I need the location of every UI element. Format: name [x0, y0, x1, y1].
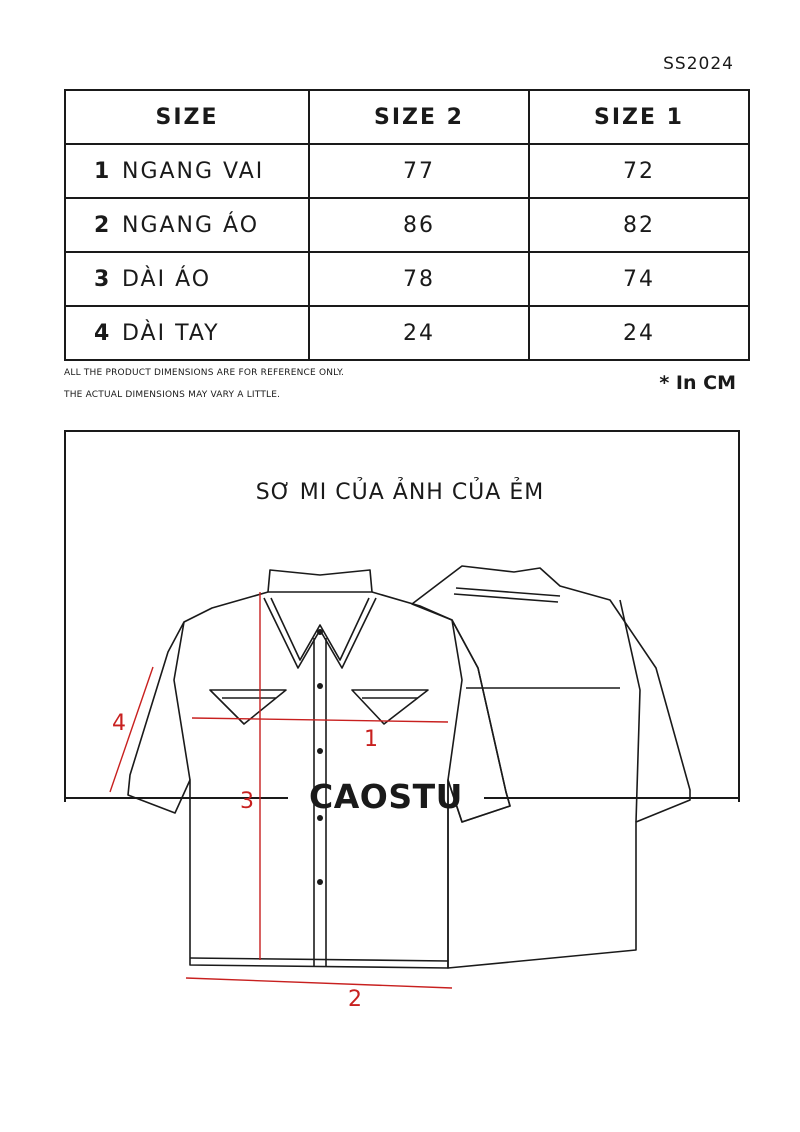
season-code: SS2024 — [663, 54, 734, 74]
measure-label-3: 3 — [240, 789, 254, 814]
chest-width-line — [186, 978, 452, 988]
measure-label-2: 2 — [348, 987, 362, 1012]
cell-size-2: 77 — [309, 144, 529, 198]
row-number: 4 — [94, 320, 112, 346]
front-buttons — [317, 629, 323, 885]
row-label-text: NGANG ÁO — [122, 212, 260, 238]
cell-size-1: 74 — [529, 252, 749, 306]
header-size: SIZE — [65, 90, 309, 144]
unit-note: * In CM — [659, 372, 736, 394]
header-size-1: SIZE 1 — [529, 90, 749, 144]
measure-label-1: 1 — [364, 727, 378, 752]
reference-note: ALL THE PRODUCT DIMENSIONS ARE FOR REFERENCE ONLY. — [64, 368, 345, 378]
button-dot — [317, 683, 323, 689]
product-title: SƠ MI CỦA ẢNH CỦA ẺM — [255, 480, 545, 505]
variation-note: THE ACTUAL DIMENSIONS MAY VARY A LITTLE. — [64, 390, 281, 400]
brand-logo: CAOSTU — [309, 777, 463, 816]
header-size-2: SIZE 2 — [309, 90, 529, 144]
shoulder-width-line — [192, 718, 448, 722]
row-number: 2 — [94, 212, 112, 238]
row-number: 1 — [94, 158, 112, 184]
cell-size-1: 24 — [529, 306, 749, 360]
row-number: 3 — [94, 266, 112, 292]
cell-size-2: 78 — [309, 252, 529, 306]
row-label-text: DÀI ÁO — [122, 266, 212, 292]
cell-size-2: 24 — [309, 306, 529, 360]
cell-size-1: 72 — [529, 144, 749, 198]
button-dot — [317, 748, 323, 754]
cell-size-1: 82 — [529, 198, 749, 252]
row-label-text: NGANG VAI — [122, 158, 265, 184]
cell-size-2: 86 — [309, 198, 529, 252]
measure-label-4: 4 — [112, 711, 126, 736]
button-dot — [317, 629, 323, 635]
button-dot — [317, 879, 323, 885]
row-label-text: DÀI TAY — [122, 320, 220, 346]
